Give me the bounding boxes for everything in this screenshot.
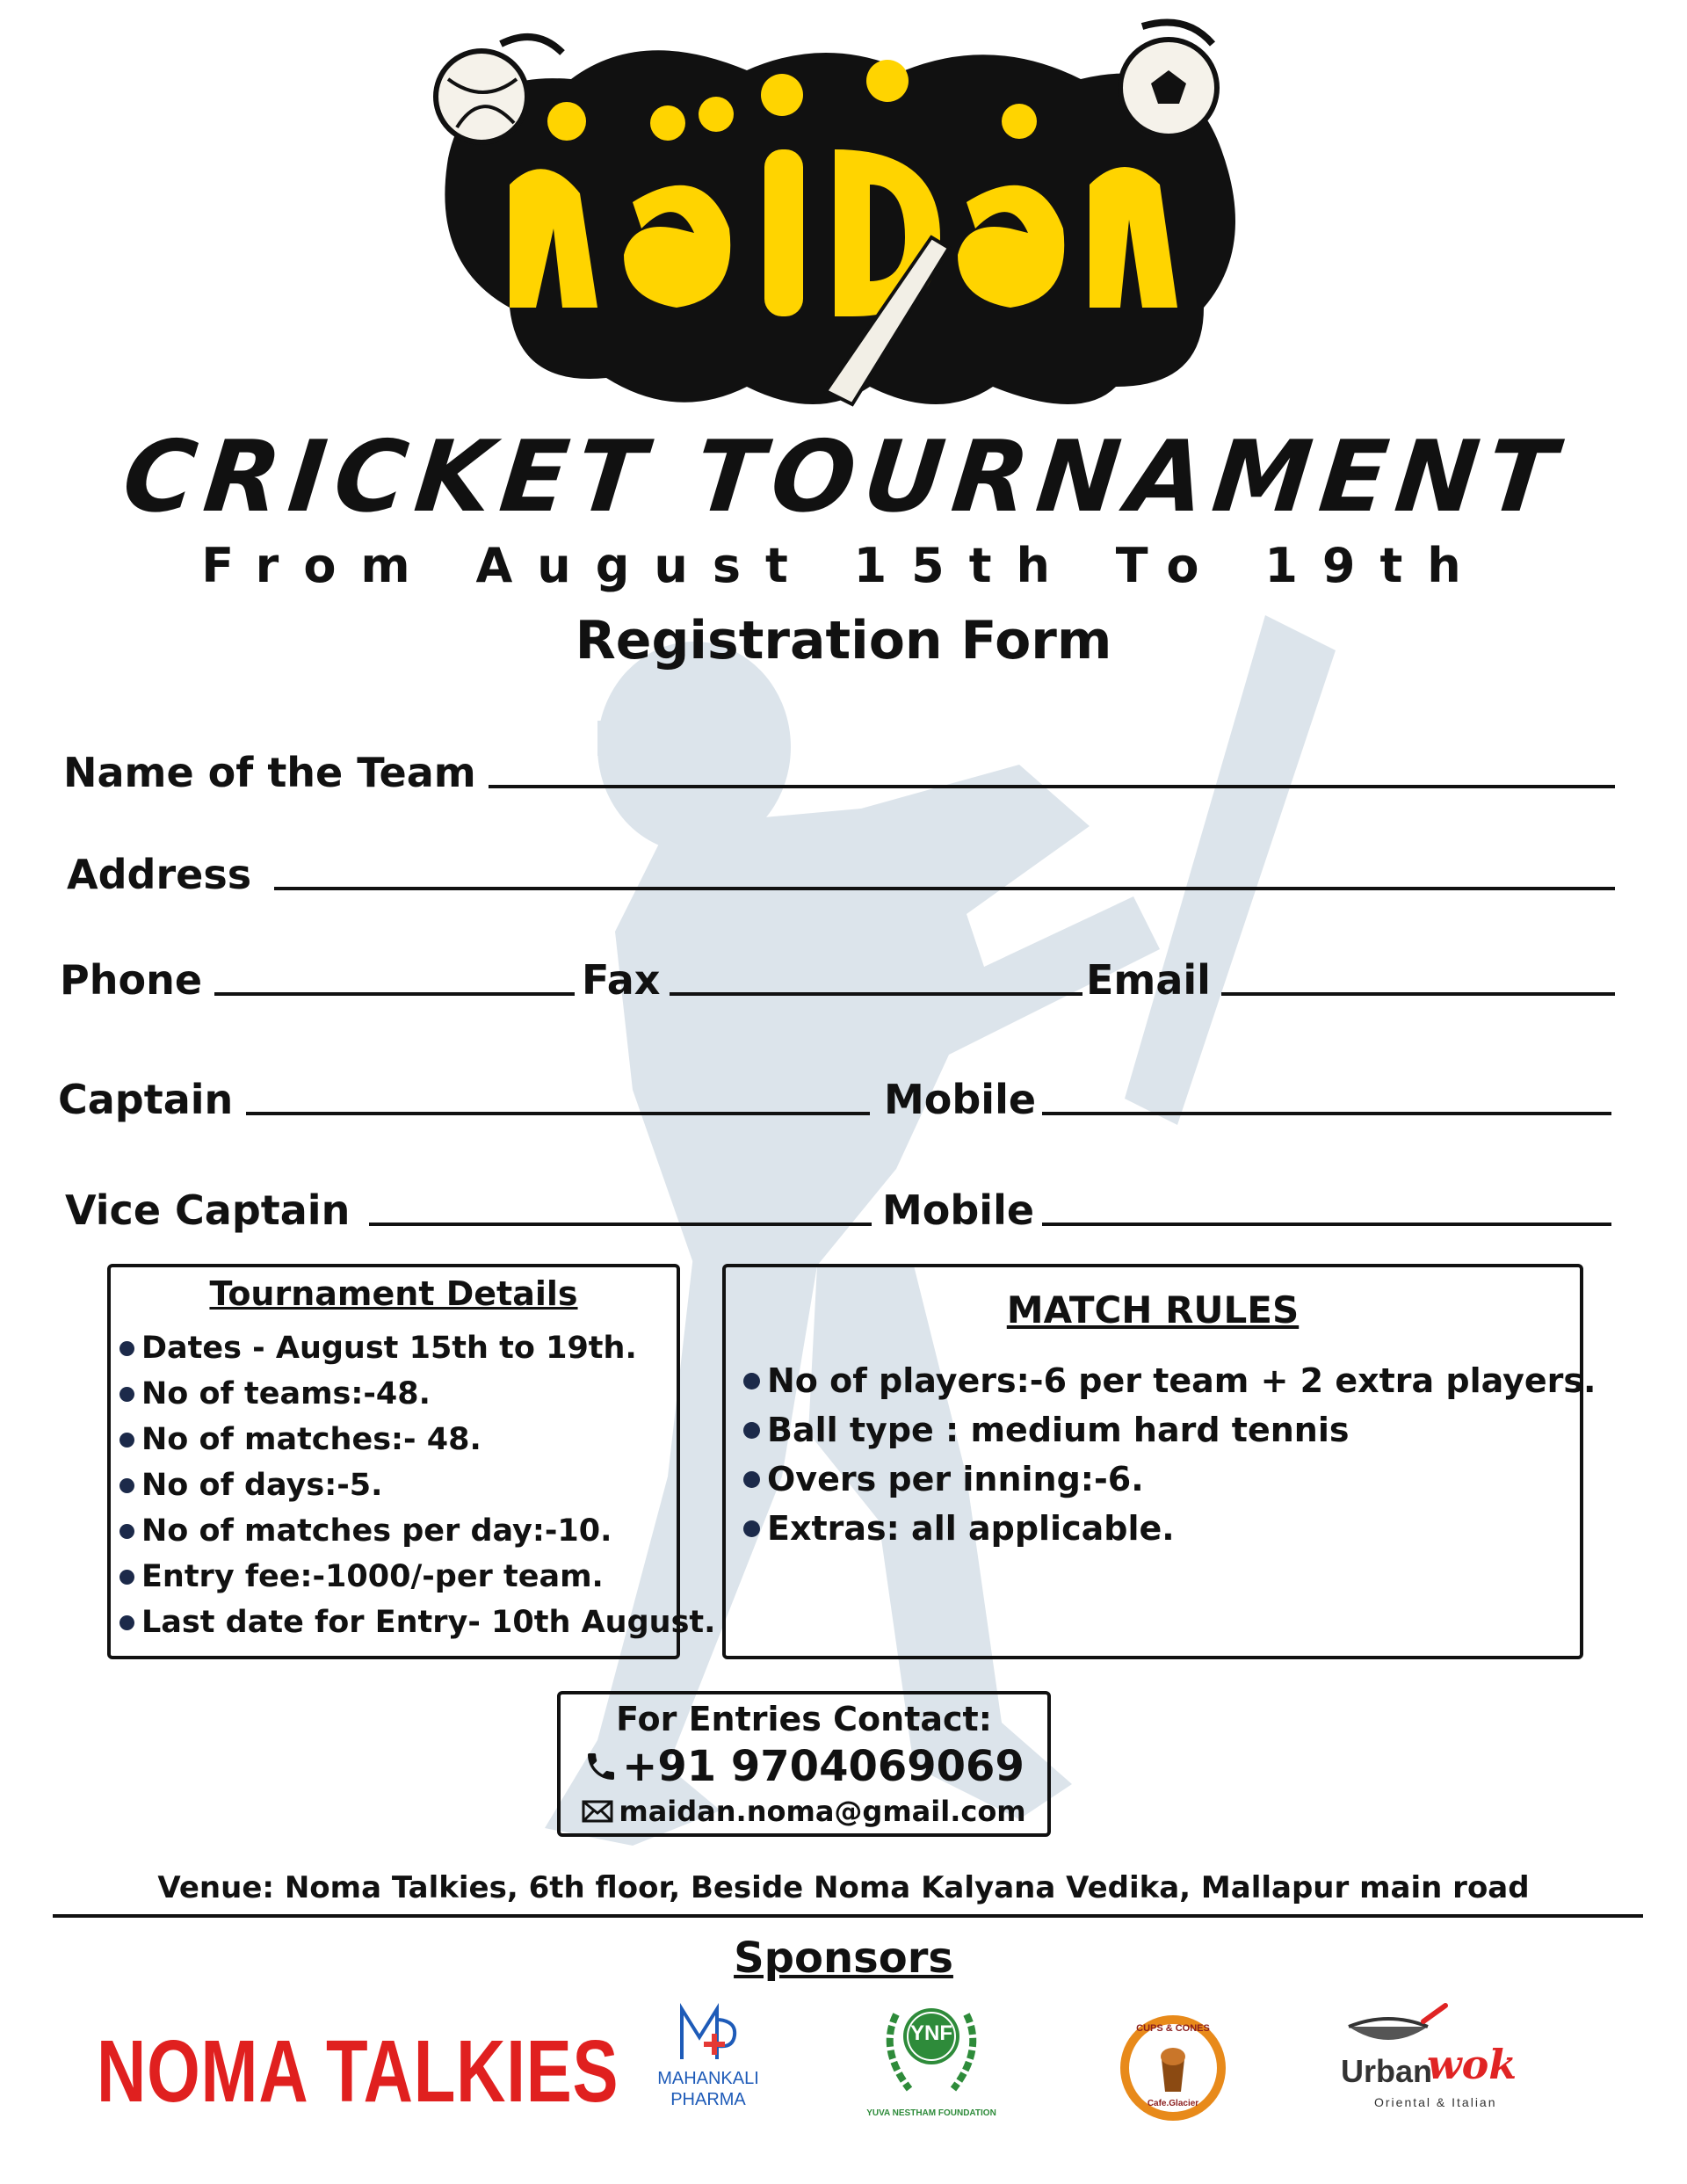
- vice-captain-mobile-label: Mobile: [882, 1186, 1035, 1234]
- bullet-icon: [119, 1387, 134, 1402]
- sponsors-title: Sponsors: [734, 1934, 953, 1983]
- captain-mobile-label: Mobile: [884, 1076, 1037, 1123]
- sponsor-cups-and-cones: CUPS & CONES Cafe.Glacier: [1116, 2011, 1230, 2125]
- address-input-line[interactable]: [274, 887, 1615, 890]
- list-item: Last date for Entry- 10th August.: [119, 1600, 677, 1645]
- phone-label: Phone: [60, 956, 203, 1004]
- email-label: Email: [1086, 956, 1211, 1004]
- sponsor-urban-wok: Urban wok Oriental & Italian: [1336, 1997, 1546, 2120]
- list-item: Overs per inning:-6.: [743, 1455, 1580, 1504]
- phone-icon: [583, 1749, 619, 1784]
- list-item: No of teams:-48.: [119, 1371, 677, 1417]
- bullet-icon: [119, 1524, 134, 1539]
- captain-label: Captain: [58, 1076, 234, 1123]
- tournament-title: CRICKET TOURNAMENT: [118, 420, 1569, 534]
- email-input-line[interactable]: [1221, 992, 1615, 996]
- phone-input-line[interactable]: [214, 992, 575, 996]
- bullet-icon: [743, 1373, 760, 1389]
- team-name-input-line[interactable]: [489, 785, 1615, 788]
- list-item: No of matches per day:-10.: [119, 1508, 677, 1554]
- contact-phone[interactable]: +91 9704069069: [561, 1742, 1047, 1791]
- bullet-icon: [119, 1615, 134, 1630]
- tournament-details-box: [107, 1264, 716, 1659]
- address-label: Address: [67, 851, 252, 898]
- contact-email[interactable]: maidan.noma@gmail.com: [561, 1795, 1047, 1828]
- list-item: Ball type : medium hard tennis: [743, 1405, 1580, 1455]
- bullet-icon: [119, 1433, 134, 1448]
- match-rules-box: [722, 1264, 1596, 1659]
- contact-title: For Entries Contact:: [616, 1700, 992, 1738]
- bullet-icon: [119, 1341, 134, 1356]
- envelope-icon: [582, 1799, 613, 1824]
- list-item: No of players:-6 per team + 2 extra players.: [743, 1356, 1580, 1405]
- form-title: Registration Form: [575, 610, 1112, 671]
- sponsor-mahankali-pharma: MAHANKALI PHARMA: [638, 2002, 778, 2110]
- venue-text: Venue: Noma Talkies, 6th floor, Beside Noma Kalyana Vedika, Mallapur main road: [157, 1870, 1530, 1905]
- captain-mobile-input-line[interactable]: [1042, 1112, 1611, 1115]
- list-item: Entry fee:-1000/-per team.: [119, 1554, 677, 1600]
- bullet-icon: [743, 1471, 760, 1488]
- vice-captain-input-line[interactable]: [369, 1223, 872, 1226]
- fax-label: Fax: [582, 956, 661, 1004]
- divider: [53, 1914, 1643, 1918]
- list-item: Extras: all applicable.: [743, 1504, 1580, 1553]
- captain-input-line[interactable]: [246, 1112, 870, 1115]
- list-item: No of days:-5.: [119, 1462, 677, 1508]
- vice-captain-label: Vice Captain: [65, 1186, 351, 1234]
- ynf-wreath-icon: [874, 1997, 988, 2102]
- fax-input-line[interactable]: [670, 992, 1082, 996]
- tournament-details-title: Tournament Details: [209, 1274, 578, 1313]
- sponsor-noma-talkies: NOMA TALKIES: [97, 2022, 619, 2121]
- sponsor-yuva-nestham-foundation: YNF YUVA NESTHAM FOUNDATION: [844, 1997, 1019, 2118]
- maidan-logo: [413, 18, 1283, 431]
- list-item: Dates - August 15th to 19th.: [119, 1325, 677, 1371]
- match-rules-title: MATCH RULES: [1006, 1288, 1300, 1331]
- contact-box: [557, 1691, 1051, 1837]
- tournament-dates: From August 15th To 19th: [201, 538, 1486, 593]
- bullet-icon: [743, 1520, 760, 1537]
- team-name-label: Name of the Team: [63, 749, 476, 796]
- bullet-icon: [119, 1570, 134, 1585]
- vice-captain-mobile-input-line[interactable]: [1042, 1223, 1611, 1226]
- bullet-icon: [743, 1422, 760, 1439]
- list-item: No of matches:- 48.: [119, 1417, 677, 1462]
- bullet-icon: [119, 1478, 134, 1493]
- mahankali-logo-icon: [673, 2002, 743, 2064]
